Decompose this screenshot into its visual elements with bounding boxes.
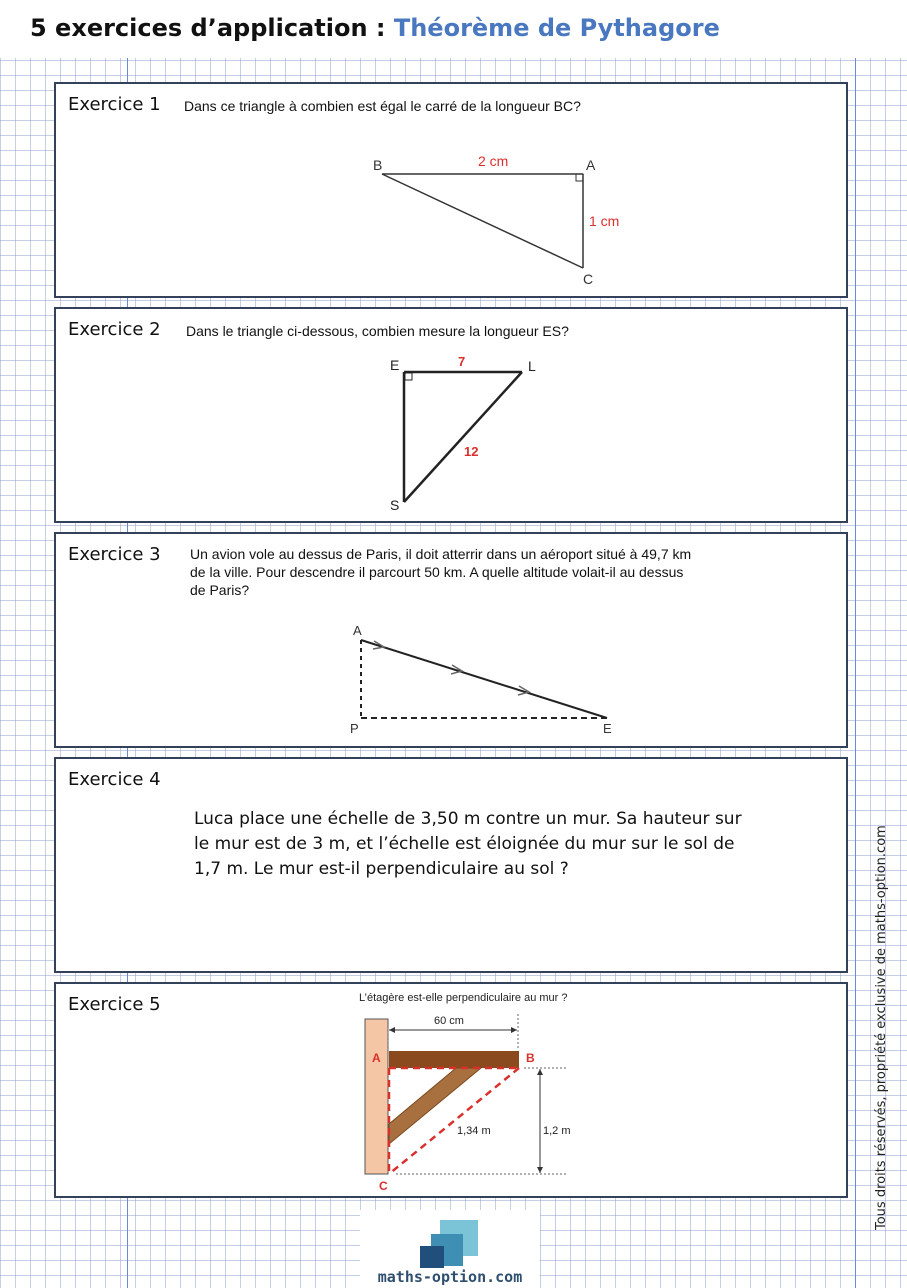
- measure-60cm: 60 cm: [434, 1015, 464, 1027]
- title-band: [0, 0, 907, 58]
- measure-ba: 2 cm: [478, 153, 509, 169]
- exercise-4-box: [54, 757, 848, 973]
- exercise-3-line-1: Un avion vole au dessus de Paris, il doit atterrir dans un aéroport situé à 49,7 km: [190, 546, 692, 562]
- exercise-4-label: Exercice 4: [68, 769, 161, 790]
- vertex-s: S: [390, 497, 400, 513]
- vertex-e: E: [603, 721, 612, 736]
- exercise-5-question: L’étagère est-elle perpendiculaire au mur ?: [359, 992, 568, 1004]
- triangle-els: [404, 372, 522, 502]
- exercise-2-question: Dans le triangle ci-dessous, combien mesure la longueur ES?: [186, 323, 569, 339]
- vertex-a: A: [372, 1051, 381, 1065]
- measure-1-2m: 1,2 m: [543, 1125, 571, 1137]
- footer-logo[interactable]: [360, 1210, 540, 1288]
- measure-1-34m: 1,34 m: [457, 1125, 491, 1137]
- measure-ac: 1 cm: [589, 213, 620, 229]
- measure-el: 7: [458, 354, 466, 369]
- flight-path: [361, 640, 607, 718]
- exercise-1-label: Exercice 1: [68, 94, 161, 115]
- exercise-5-figure: [56, 984, 846, 1196]
- exercise-2-figure: [56, 309, 846, 521]
- exercise-3-line-3: de Paris?: [190, 582, 250, 598]
- logo-text: maths-option.com: [377, 1268, 523, 1286]
- right-angle-mark: [576, 174, 583, 181]
- vertex-c: C: [379, 1179, 388, 1193]
- vertex-a: A: [353, 623, 362, 638]
- exercise-1-question: Dans ce triangle à combien est égal le carré de la longueur BC?: [184, 98, 581, 114]
- vertex-b: B: [526, 1051, 535, 1065]
- exercise-3-label: Exercice 3: [68, 544, 161, 565]
- exercise-5-box: [54, 982, 848, 1198]
- exercise-3-box: [54, 532, 848, 748]
- copyright-note: Tous droits réservés, propriété exclusive de maths-option.com: [874, 825, 889, 1230]
- exercise-3-line-2: de la ville. Pour descendre il parcourt 50 km. A quelle altitude volait-il au dessus: [190, 564, 684, 580]
- vertex-e: E: [390, 357, 400, 373]
- exercise-1-figure: [56, 84, 846, 296]
- wall: [365, 1019, 388, 1174]
- exercise-1-box: [54, 82, 848, 298]
- vertex-c: C: [583, 271, 594, 287]
- vertex-p: P: [350, 721, 359, 736]
- triangle-bac: [382, 174, 583, 268]
- vertex-l: L: [528, 358, 536, 374]
- vertex-a: A: [586, 157, 596, 173]
- vertex-b: B: [373, 157, 383, 173]
- exercise-3-figure: [56, 534, 846, 746]
- exercise-4-line-2: le mur est de 3 m, et l’échelle est éloignée du mur sur le sol de: [194, 834, 735, 854]
- exercise-5-label: Exercice 5: [68, 994, 161, 1015]
- title-topic: Théorème de Pythagore: [393, 14, 720, 42]
- exercise-4-line-3: 1,7 m. Le mur est-il perpendiculaire au sol ?: [194, 859, 569, 879]
- page-title: [30, 14, 720, 42]
- exercise-4-question: [194, 807, 754, 882]
- right-angle-mark: [405, 373, 412, 380]
- margin-line-right: [855, 58, 856, 1288]
- figure-background: [356, 984, 601, 1196]
- exercise-2-box: [54, 307, 848, 523]
- shelf: [389, 1051, 519, 1068]
- exercise-4-line-1: Luca place une échelle de 3,50 m contre un mur. Sa hauteur sur: [194, 809, 742, 829]
- measure-ls: 12: [464, 444, 479, 459]
- exercise-2-label: Exercice 2: [68, 319, 161, 340]
- title-prefix: 5 exercices d’application :: [30, 14, 394, 42]
